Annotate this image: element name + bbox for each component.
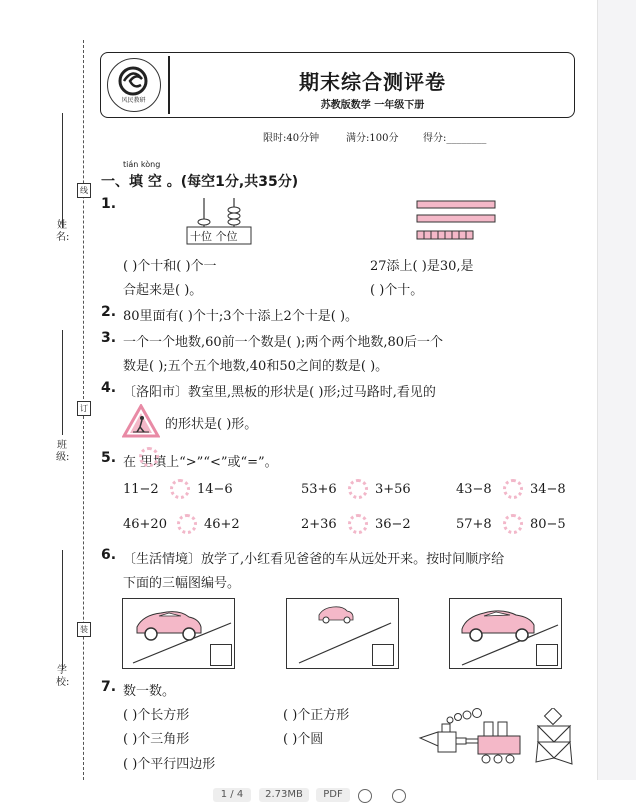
page-subtitle: 苏教版数学 一年级下册	[320, 100, 425, 111]
school-line	[62, 550, 63, 670]
q5-r2-c2-right: 36−2	[375, 517, 411, 532]
q4-line1: 〔洛阳市〕教室里,黑板的形状是( )形;过马路时,看见的	[123, 385, 436, 400]
compare-flower-r2-1[interactable]	[177, 514, 197, 534]
q4-number: 4.	[101, 380, 117, 396]
place-value-blocks	[416, 199, 496, 243]
q5-r2-c1-left: 46+20	[123, 517, 167, 532]
logo-text: 风民教研	[121, 97, 146, 104]
car-picture-1	[122, 598, 235, 669]
page-title: 期末综合测评卷	[299, 70, 446, 94]
pinyin: tián kòng	[123, 160, 161, 169]
q6-number: 6.	[101, 547, 117, 563]
q5-text: 在 里填上“>”“<”或“=”。	[123, 455, 278, 470]
order-box-2[interactable]	[372, 644, 394, 666]
q5-r2-c2-left: 2+36	[301, 517, 337, 532]
side-box-ding: 订	[77, 401, 91, 416]
q5-r1-c3-left: 43−8	[456, 482, 492, 497]
q1-number: 1.	[101, 196, 117, 212]
q3-number: 3.	[101, 330, 117, 346]
q4-line2: 的形状是( )形。	[165, 417, 258, 432]
page-indicator: 1 / 4	[213, 788, 251, 802]
compare-flower-r1-2[interactable]	[348, 479, 368, 499]
q5-r2-c3-left: 57+8	[456, 517, 492, 532]
q6-line1: 〔生活情境〕放学了,小红看见爸爸的车从远处开来。按时间顺序给	[123, 552, 505, 567]
school-label: 学 校:	[56, 665, 70, 688]
section-title: 一、填 空 。(每空1分,共35分)	[101, 174, 299, 190]
side-box-zhuang: 装	[77, 622, 91, 637]
q3-line1: 一个一个地数,60前一个数是( );两个两个地数,80后一个	[123, 335, 444, 350]
file-size: 2.73MB	[259, 788, 309, 802]
q7-count-circle: ( )个圆	[283, 732, 324, 747]
crosswalk-sign-icon	[122, 404, 160, 438]
q7-count-triangle: ( )个三角形	[123, 732, 190, 747]
compare-flower-r1-1[interactable]	[170, 479, 190, 499]
logo	[107, 58, 161, 112]
q7-title: 数一数。	[123, 684, 176, 699]
q5-r1-c2-right: 3+56	[375, 482, 411, 497]
q7-count-square: ( )个正方形	[283, 708, 350, 723]
q5-number: 5.	[101, 450, 117, 466]
side-box-xian: 线	[77, 183, 91, 198]
full-score: 满分:100分	[346, 133, 399, 144]
file-format: PDF	[316, 788, 350, 802]
name-line	[62, 113, 63, 228]
compare-flower-r2-2[interactable]	[348, 514, 368, 534]
q2-text: 80里面有( )个十;3个十添上2个十是( )。	[123, 309, 359, 324]
score-field[interactable]: 得分:________	[423, 133, 487, 144]
q1-line2-b: ( )个十。	[370, 283, 424, 298]
q1-line2-a: 合起来是( )。	[123, 283, 203, 298]
zoom-in-icon[interactable]	[392, 789, 406, 803]
q5-r2-c3-right: 80−5	[530, 517, 566, 532]
order-box-1[interactable]	[210, 644, 232, 666]
q7-number: 7.	[101, 679, 117, 695]
order-box-3[interactable]	[536, 644, 558, 666]
q3-line2: 数是( );五个五个地数,40和50之间的数是( )。	[123, 359, 389, 374]
q5-r1-c2-left: 53+6	[301, 482, 337, 497]
compare-flower-r2-3[interactable]	[503, 514, 523, 534]
flower-box-icon	[139, 447, 159, 467]
car-picture-3	[449, 598, 562, 669]
q1-line1-b: 27添上( )是30,是	[370, 259, 474, 274]
zoom-out-icon[interactable]	[358, 789, 372, 803]
q6-line2: 下面的三幅图编号。	[123, 576, 241, 591]
q5-r1-c3-right: 34−8	[530, 482, 566, 497]
q2-number: 2.	[101, 304, 117, 320]
compare-flower-r1-3[interactable]	[503, 479, 523, 499]
q7-count-rectangle: ( )个长方形	[123, 708, 190, 723]
viewer-background	[598, 0, 636, 797]
q7-count-parallelogram: ( )个平行四边形	[123, 757, 216, 772]
name-label: 姓 名:	[56, 220, 70, 243]
q5-r1-c1-left: 11−2	[123, 482, 159, 497]
car-picture-2	[286, 598, 399, 669]
tangram-figure	[532, 708, 576, 766]
q5-r2-c1-right: 46+2	[204, 517, 240, 532]
time-limit: 限时:40分钟	[263, 133, 320, 144]
abacus	[186, 196, 252, 246]
abacus-label: 十位 个位	[190, 230, 238, 243]
q5-r1-c1-right: 14−6	[197, 482, 233, 497]
train-shapes-figure	[418, 708, 526, 766]
class-line	[62, 330, 63, 435]
q1-line1-a: ( )个十和( )个一	[123, 259, 217, 274]
class-label: 班 级:	[56, 440, 70, 463]
